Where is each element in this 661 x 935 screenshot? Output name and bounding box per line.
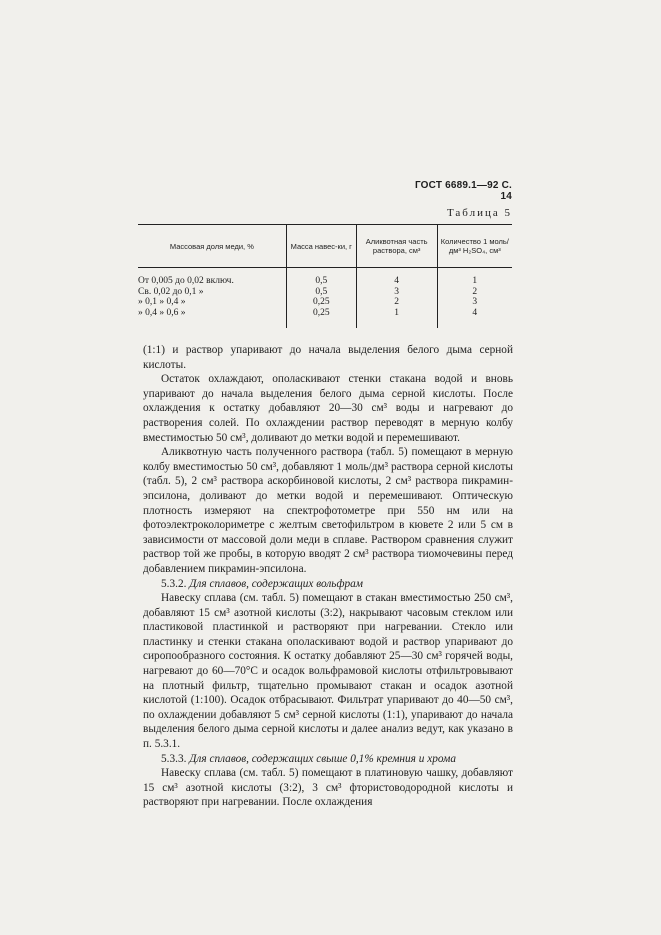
aliquot-value: 3 (394, 286, 400, 297)
header-sample-mass: Масса навес-ки, г (286, 225, 356, 268)
acid-value: 3 (472, 297, 478, 307)
table-caption: Таблица 5 (446, 207, 512, 219)
copper-range: От 0,005 до 0,02 включ. (138, 276, 234, 286)
body-text (143, 343, 513, 810)
acid-value: 2 (472, 286, 478, 297)
acid-value: 1 (472, 276, 478, 286)
cell-acid-amount (437, 268, 512, 329)
copper-range: Св. 0,02 до 0,1 » (138, 286, 204, 297)
copper-range: » 0,1 » 0,4 » (138, 297, 186, 307)
copper-range: » 0,4 » 0,6 » (138, 307, 186, 318)
mass-value: 0,25 (312, 297, 330, 307)
section-number: 5.3.3. (161, 752, 187, 765)
section-heading-5-3-2 (143, 577, 513, 592)
header-copper-fraction: Массовая доля меди, % (138, 225, 286, 268)
paragraph-silicon-chromium: Навеску сплава (см. табл. 5) помещают в платиновую чашку, добавляют 15 см³ азотной кислоты (3:2), 3 см³ фтористоводородной кислоты и растворяют при нагревании. После охлаждения (143, 767, 513, 809)
section-number: 5.3.2. (161, 577, 187, 590)
mass-value: 0,25 (312, 307, 330, 318)
header-acid-amount: Количество 1 моль/дм³ H₂SO₄, см³ (437, 225, 512, 268)
aliquot-value: 1 (394, 307, 400, 318)
table-row (138, 268, 512, 329)
paragraph-tungsten: Навеску сплава (см. табл. 5) помещают в стакан вместимостью 250 см³, добавляют 15 см³ азотной кислоты (3:2), накрывают часовым стеклом или пластиковой пластинкой и растворяют при нагревании. Стекло или пластинку и стенки стакана ополаскивают водой и раствор упаривают до сиропообразного состояния. К остатку добавляют 25—30 см³ горячей воды, нагревают до 60—70°C и осадок вольфрамовой кислоты отфильтровывают на плотный фильтр, тщательно промывают стакан и осадок азотной кислотой (1:100). Осадок отбрасывают. Фильтрат упаривают до 40—50 см³, по охлаждении добавляют 5 см³ серной кислоты (1:1), упаривают до начала выделения белого дыма серной кислоты и далее анализ ведут, как указано в п. 5.3.1. (143, 592, 513, 751)
table-header-row (138, 225, 512, 268)
header-aliquot: Аликвотная часть раствора, см³ (356, 225, 437, 268)
page-header: ГОСТ 6689.1—92 С. 14 (414, 180, 512, 202)
section-heading-5-3-3 (143, 752, 513, 767)
paragraph-residue: Остаток охлаждают, ополаскивают стенки стакана водой и вновь упаривают до начала выделения белого дыма серной кислоты. После охлаждения к остатку добавляют 20—30 см³ воды и нагревают до растворения солей. По охлаждении раствор переводят в мерную колбу вместимостью 50 см³, доливают до метки водой и перемешивают. (143, 373, 513, 444)
mass-value: 0,5 (315, 276, 328, 286)
mass-value: 0,5 (315, 286, 328, 297)
section-title: Для сплавов, содержащих вольфрам (189, 577, 363, 590)
cell-copper-fraction (138, 268, 286, 329)
paragraph-continuation: (1:1) и раствор упаривают до начала выделения белого дыма серной кислоты. (143, 344, 513, 371)
aliquot-value: 4 (394, 276, 400, 286)
paragraph-aliquot: Аликвотную часть полученного раствора (табл. 5) помещают в мерную колбу вместимостью 50 см³, добавляют 1 моль/дм³ раствора серной кислоты (табл. 5), 2 см³ раствора аскорбиновой кислоты, 2 см³ раствора пикрамин-эпсилона, доливают до метки водой и перемешивают. Оптическую плотность измеряют на спектрофотометре при 550 нм или на фотоэлектроколориметре с желтым светофильтром в кювете 2 или 5 см в зависимости от массовой доли меди в сплаве. Раствором сравнения служит раствор той же пробы, в которую вводят 2 см³ раствора тиомочевины перед добавлением пикрамин-эпсилона. (143, 446, 513, 575)
aliquot-value: 2 (394, 297, 400, 307)
table-5 (138, 224, 512, 328)
cell-sample-mass (286, 268, 356, 329)
acid-value: 4 (472, 307, 478, 318)
section-title: Для сплавов, содержащих свыше 0,1% кремния и хрома (189, 752, 456, 765)
cell-aliquot (356, 268, 437, 329)
